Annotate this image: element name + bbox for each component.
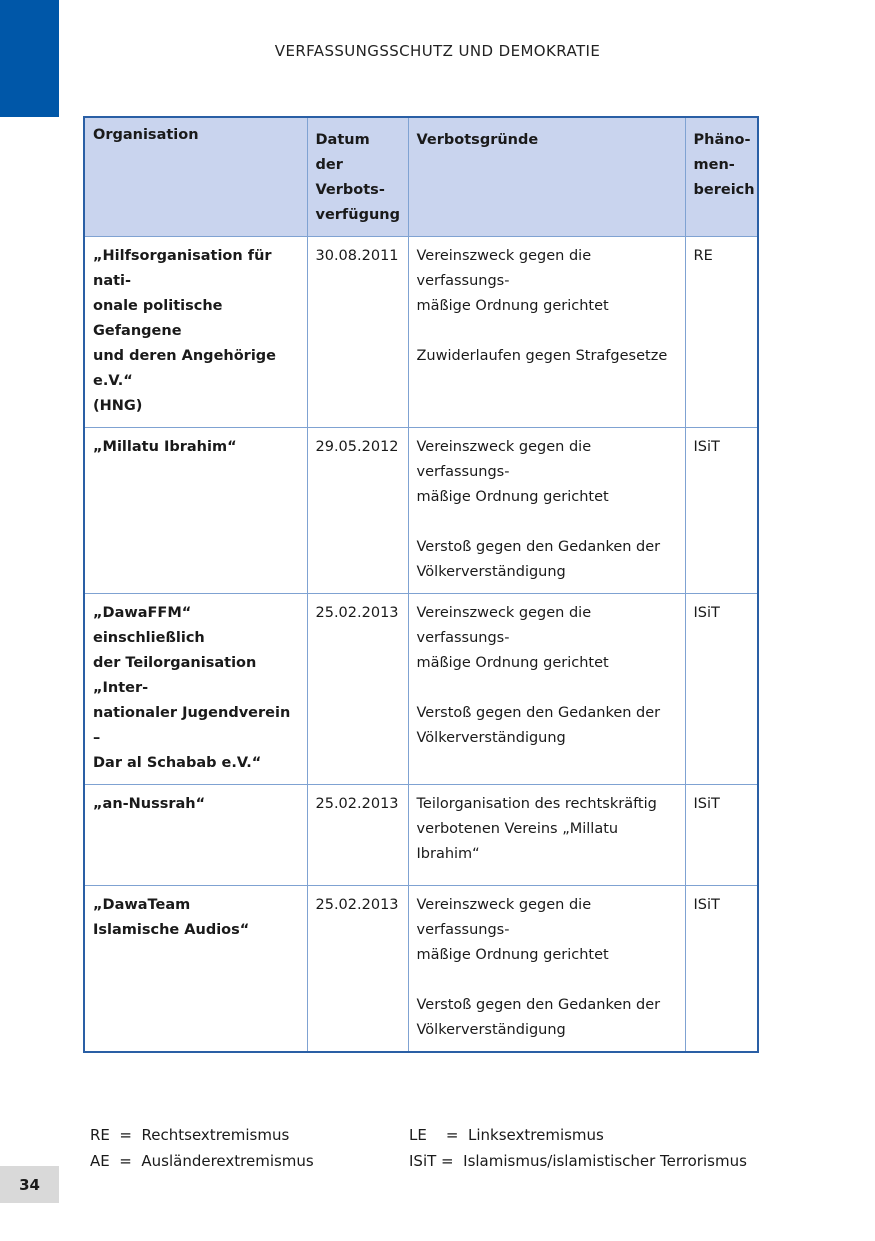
grounds-line: verbotenen Vereins „Millatu Ibrahim“ <box>416 821 619 862</box>
legend-entry: RE = Rechtsextremismus <box>90 1126 290 1144</box>
organisation-line: onale politische Gefangene <box>93 298 223 339</box>
column-header-organisation: Organisation <box>84 117 307 237</box>
grounds-line: Vereinszweck gegen die verfassungs- <box>416 897 592 938</box>
date-cell: 29.05.2012 <box>307 428 408 594</box>
grounds-cell <box>408 886 685 1053</box>
grounds-paragraph <box>417 993 677 1043</box>
grounds-paragraph <box>417 601 677 676</box>
grounds-cell <box>408 785 685 886</box>
date-cell: 30.08.2011 <box>307 237 408 428</box>
organisation-line: (HNG) <box>93 398 143 414</box>
grounds-line: mäßige Ordnung gerichtet <box>416 298 609 314</box>
organisation-cell <box>84 237 307 428</box>
organisation-line: und deren Angehörige e.V.“ <box>93 348 277 389</box>
organisation-cell <box>84 428 307 594</box>
grounds-cell <box>408 428 685 594</box>
grounds-cell <box>408 237 685 428</box>
organisation-line: „DawaTeam <box>93 897 191 913</box>
header-phenomenon-line: Phäno- <box>693 132 751 148</box>
abbreviation-legend-left <box>90 1122 314 1174</box>
grounds-paragraph <box>417 701 677 751</box>
organisation-line: „an-Nussrah“ <box>93 796 206 812</box>
phenomenon-cell: ISiT <box>685 785 758 886</box>
column-header-phenomenon <box>685 117 758 237</box>
phenomenon-cell: ISiT <box>685 594 758 785</box>
grounds-line: Vereinszweck gegen die verfassungs- <box>416 605 592 646</box>
legend-entry: ISiT = Islamismus/islamistischer Terrorismus <box>409 1152 747 1170</box>
table-row <box>84 594 758 785</box>
table-row <box>84 785 758 886</box>
abbreviation-legend-right <box>409 1122 747 1174</box>
legend-entry: LE = Linksextremismus <box>409 1126 604 1144</box>
ban-orders-table <box>83 116 759 1053</box>
running-title: VERFASSUNGSSCHUTZ UND DEMOKRATIE <box>274 42 601 60</box>
grounds-line: Völkerverständigung <box>416 564 566 580</box>
header-phenomenon-line: bereich <box>693 182 755 198</box>
organisation-line: „Hilfsorganisation für nati- <box>93 248 272 289</box>
table-header-row <box>84 117 758 237</box>
legend-entry: AE = Ausländerextremismus <box>90 1152 314 1170</box>
grounds-paragraph <box>417 244 677 319</box>
organisation-line: Islamische Audios“ <box>93 922 250 938</box>
organisation-cell <box>84 785 307 886</box>
grounds-line: Vereinszweck gegen die verfassungs- <box>416 248 592 289</box>
page-number: 34 <box>0 1166 59 1203</box>
grounds-paragraph <box>417 893 677 968</box>
date-cell: 25.02.2013 <box>307 886 408 1053</box>
grounds-line: mäßige Ordnung gerichtet <box>416 947 609 963</box>
table-row <box>84 237 758 428</box>
grounds-line: Völkerverständigung <box>416 730 566 746</box>
header-date-line: Verbots- <box>315 182 385 198</box>
grounds-line: Verstoß gegen den Gedanken der <box>416 539 661 555</box>
grounds-line: mäßige Ordnung gerichtet <box>416 655 609 671</box>
header-phenomenon-line: men- <box>693 157 735 173</box>
phenomenon-cell: ISiT <box>685 428 758 594</box>
phenomenon-cell: ISiT <box>685 886 758 1053</box>
grounds-paragraph <box>417 535 677 585</box>
grounds-line: Völkerverständigung <box>416 1022 566 1038</box>
table-row <box>84 886 758 1053</box>
column-header-grounds: Verbotsgründe <box>408 117 685 237</box>
header-date-line: verfügung <box>315 207 400 223</box>
table-row <box>84 428 758 594</box>
grounds-line: Verstoß gegen den Gedanken der <box>416 705 661 721</box>
organisation-line: Dar al Schabab e.V.“ <box>93 755 262 771</box>
organisation-line: nationaler Jugendverein – <box>93 705 291 746</box>
grounds-line: Vereinszweck gegen die verfassungs- <box>416 439 592 480</box>
organisation-line: „DawaFFM“ einschließlich <box>93 605 205 646</box>
column-header-date <box>307 117 408 237</box>
grounds-paragraph <box>417 792 677 867</box>
grounds-line: Verstoß gegen den Gedanken der <box>416 997 661 1013</box>
grounds-line: mäßige Ordnung gerichtet <box>416 489 609 505</box>
organisation-line: „Millatu Ibrahim“ <box>93 439 237 455</box>
organisation-line: der Teilorganisation „Inter- <box>93 655 257 696</box>
header-date-line: Datum der <box>315 132 370 173</box>
grounds-paragraph <box>417 435 677 510</box>
organisation-cell <box>84 886 307 1053</box>
date-cell: 25.02.2013 <box>307 594 408 785</box>
organisation-cell <box>84 594 307 785</box>
grounds-line: Teilorganisation des rechtskräftig <box>416 796 657 812</box>
grounds-cell <box>408 594 685 785</box>
date-cell: 25.02.2013 <box>307 785 408 886</box>
grounds-line: Zuwiderlaufen gegen Strafgesetze <box>416 348 668 364</box>
phenomenon-cell: RE <box>685 237 758 428</box>
grounds-paragraph <box>417 344 677 369</box>
